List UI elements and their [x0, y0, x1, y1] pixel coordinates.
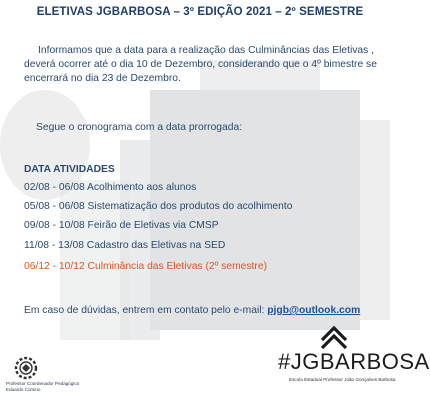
schedule-row: 09/08 - 10/08 Feirão de Eletivas via CMSP	[24, 220, 219, 231]
schedule-header: DATA ATIVIDADES	[24, 164, 115, 175]
contact-prefix: Em caso de dúvidas, entrem em contato pelo e-mail:	[24, 305, 268, 316]
schedule-row: 02/08 - 06/08 Acolhimento aos alunos	[24, 182, 197, 193]
contact-line	[24, 304, 360, 318]
page-title: ELETIVAS JGBARBOSA – 3º EDIÇÃO 2021 – 2º SEMESTRE	[36, 6, 364, 18]
credit-name: Eduardo Corsino	[6, 387, 41, 392]
schedule-row-highlight: 06/12 - 10/12 Culminância das Eletivas (2º semestre)	[24, 261, 267, 272]
school-name: Escola Estadual Professor João Gonçalves Barbosa	[289, 377, 396, 382]
schedule-intro: Segue o cronograma com a data prorrogada:	[36, 122, 243, 133]
contact-email-link[interactable]: pjgb@outlook.com	[267, 305, 361, 316]
logo-hashtag: #JGBARBOSA	[278, 349, 430, 374]
intro-paragraph: Informamos que a data para a realização das Culminâncias das Eletivas , deverá ocorrer até o dia 10 de Dezembro, considerando que o 4º bimestre se encerrará no dia 23 de Dezembro.	[24, 45, 377, 84]
credit-role: Professor Coordenador Pedagógico	[6, 381, 80, 386]
schedule-row: 11/08 - 13/08 Cadastro das Eletivas na SED	[24, 240, 226, 251]
gear-emblem-icon	[6, 356, 50, 400]
credit-block	[6, 381, 79, 393]
schedule-row: 05/08 - 06/08 Sistematização dos produtos do acolhimento	[24, 201, 293, 212]
